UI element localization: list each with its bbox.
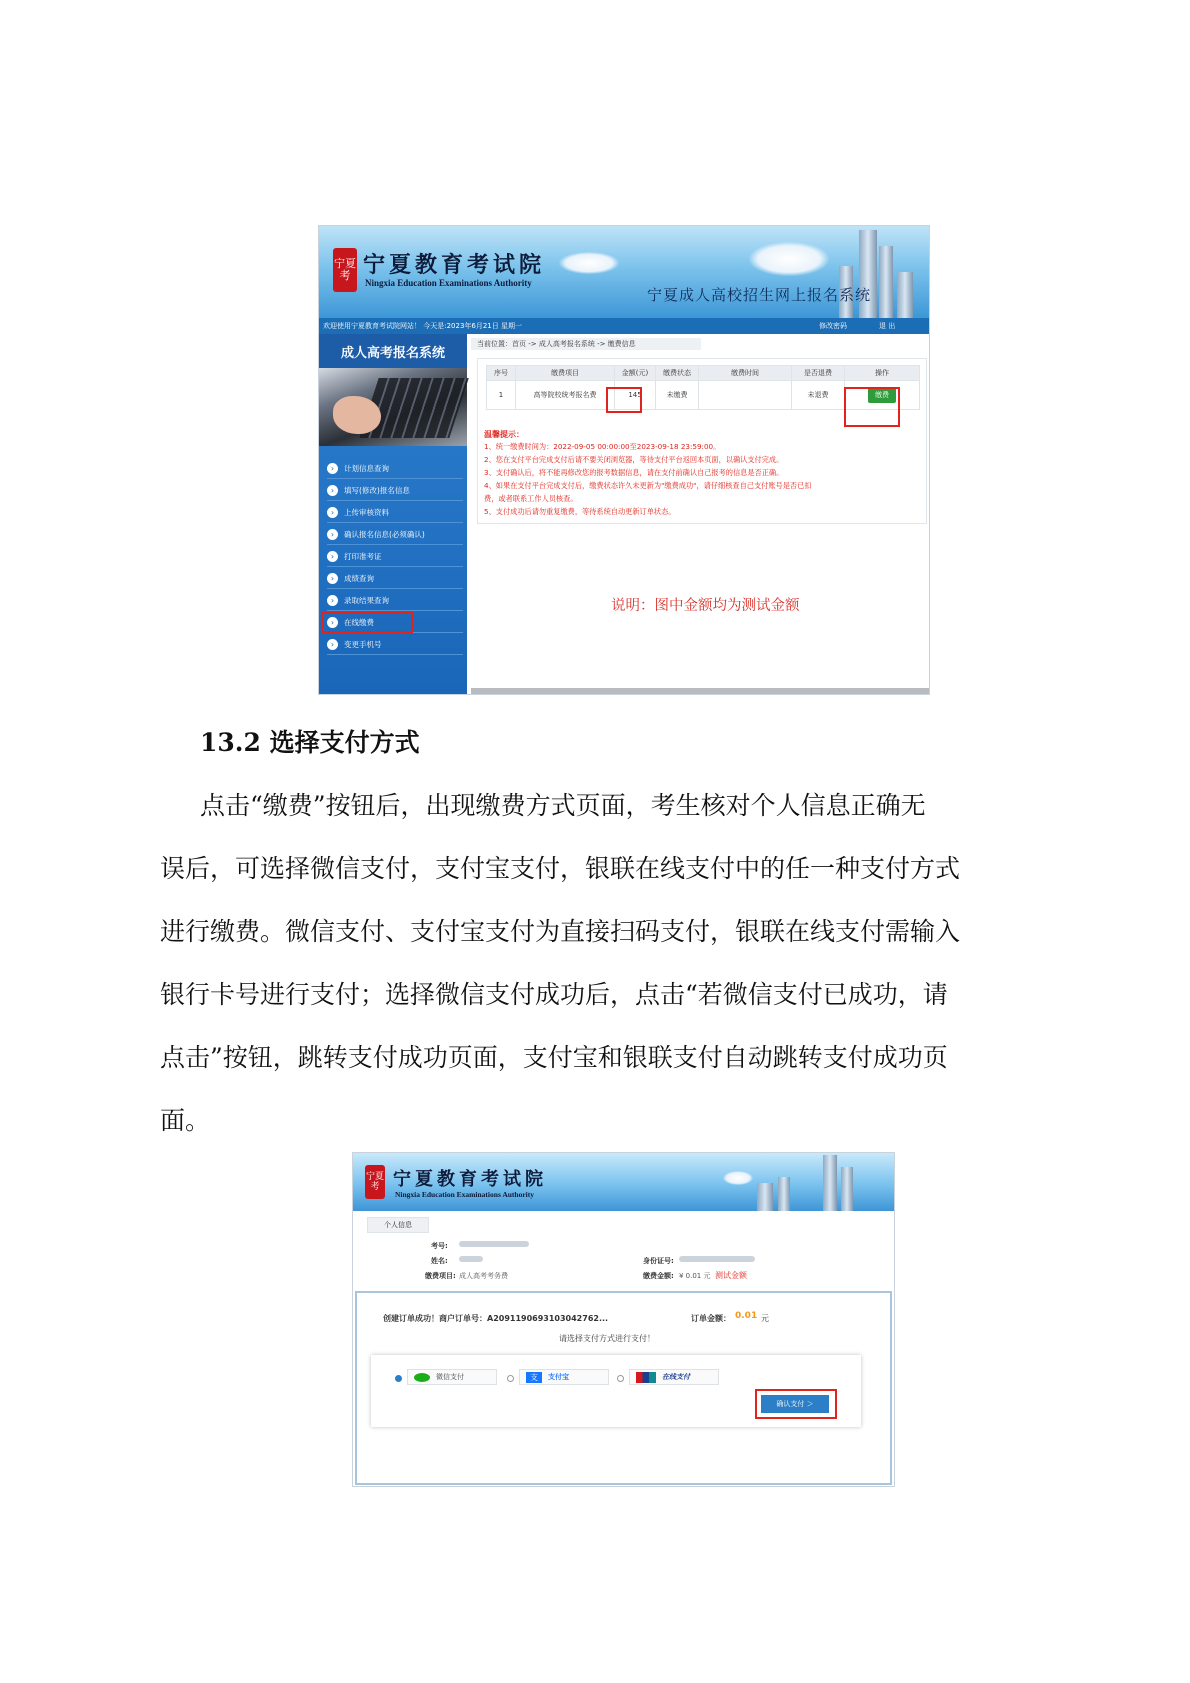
building-icon: [897, 272, 913, 318]
wechat-pay-icon: [414, 1373, 430, 1382]
paragraph-line: 面。: [160, 1106, 211, 1135]
col-time: 缴费时间: [699, 366, 792, 381]
tab-personal-info[interactable]: 个人信息: [367, 1217, 429, 1233]
cell-status: 未缴费: [656, 381, 699, 410]
arrow-right-icon: ›: [327, 529, 338, 540]
sidebar-title: 成人高考报名系统: [319, 334, 467, 368]
sidebar-item-scores[interactable]: › 成绩查询: [327, 568, 463, 589]
redacted-value: [459, 1256, 483, 1262]
building-icon: [841, 1167, 853, 1211]
paragraph-line: 点击”按钮，跳转支付成功页面，支付宝和银联支付自动跳转支付成功页: [160, 1043, 948, 1072]
cell-time: [699, 381, 792, 410]
dove-icon: [749, 242, 829, 276]
name-label: 姓名:: [431, 1257, 448, 1265]
arrow-right-icon: ›: [327, 617, 338, 628]
order-amount-unit: 元: [761, 1314, 769, 1323]
redacted-value: [459, 1241, 529, 1247]
col-action: 操作: [845, 366, 920, 381]
tip-line: 1、统一缴费时间为：2022-09-05 00:00:00至2023-09-18 23:59:00。: [484, 442, 721, 451]
order-created-text: 创建订单成功！商户订单号：A2091190693103042762...: [383, 1314, 609, 1323]
sidebar-item-upload[interactable]: › 上传审核资料: [327, 502, 463, 523]
paragraph-line: 点击“缴费”按钮后，出现缴费方式页面，考生核对个人信息正确无: [200, 791, 926, 820]
cell-index: 1: [487, 381, 516, 410]
status-bar: [319, 318, 930, 334]
payment-option-alipay[interactable]: 支 支付宝: [519, 1369, 609, 1385]
test-amount-label: 测试金额: [715, 1271, 747, 1280]
highlight-box: [606, 387, 642, 413]
highlight-box: [755, 1389, 837, 1419]
logo-title: 宁夏教育考试院: [363, 252, 546, 278]
choose-method-prompt: 请选择支付方式进行支付！: [559, 1334, 655, 1343]
sidebar-item-plan-query[interactable]: › 计划信息查询: [327, 458, 463, 479]
fee-item-value: 成人高考考务费: [459, 1272, 508, 1280]
logo-title: 宁夏教育考试院: [393, 1169, 547, 1190]
tips-title: 温馨提示：: [484, 430, 524, 439]
arrow-right-icon: ›: [327, 639, 338, 650]
site-header: [353, 1153, 895, 1211]
arrow-right-icon: ›: [327, 573, 338, 584]
radio-unionpay[interactable]: [617, 1375, 624, 1382]
sidebar-item-print-ticket[interactable]: › 打印准考证: [327, 546, 463, 567]
paragraph-line: 银行卡号进行支付；选择微信支付成功后，点击“若微信支付已成功，请: [160, 980, 948, 1009]
cell-item: 高等院校统考报名费: [516, 381, 615, 410]
building-icon: [778, 1177, 790, 1211]
footer-bar: [471, 688, 930, 695]
arrow-right-icon: ›: [327, 551, 338, 562]
registration-system-screenshot: [318, 225, 930, 695]
fee-item-label: 缴费项目:: [425, 1272, 456, 1280]
sidebar-item-admission[interactable]: › 录取结果查询: [327, 590, 463, 611]
order-panel: [355, 1291, 892, 1485]
paragraph-line: 误后，可选择微信支付，支付宝支付，银联在线支付中的任一种支付方式: [160, 854, 961, 883]
logo-subtitle: Ningxia Education Examinations Authority: [365, 278, 532, 288]
arrow-right-icon: ›: [327, 463, 338, 474]
building-icon: [823, 1155, 837, 1211]
sidebar: [319, 334, 467, 695]
building-icon: [757, 1183, 773, 1211]
site-header: [319, 226, 930, 318]
order-amount-label: 订单金额：: [691, 1314, 731, 1323]
redacted-value: [679, 1256, 755, 1262]
id-label: 身份证号:: [643, 1257, 674, 1265]
unionpay-icon: [636, 1372, 656, 1383]
section-heading: 13.2 选择支付方式: [200, 728, 420, 757]
breadcrumb: 当前位置：首页 -> 成人高考报名系统 -> 缴费信息: [471, 338, 701, 350]
col-refund: 是否退费: [792, 366, 845, 381]
payment-methods: [371, 1355, 861, 1427]
sidebar-item-confirm[interactable]: › 确认报名信息(必须确认): [327, 524, 463, 545]
tip-line: 4、如果在支付平台完成支付后，缴费状态许久未更新为"缴费成功"，请仔细核查自己支付账号是否已扣: [484, 481, 812, 490]
sidebar-item-change-phone[interactable]: › 变更手机号: [327, 634, 463, 655]
col-amount: 金额(元): [615, 366, 656, 381]
tip-line: 3、支付确认后，将不能再修改您的报考数据信息，请在支付前确认自己报考的信息是否正确。: [484, 468, 784, 477]
logout-link[interactable]: 退 出: [879, 322, 896, 330]
arrow-right-icon: ›: [327, 485, 338, 496]
dove-icon: [559, 252, 619, 274]
sidebar-item-online-payment[interactable]: › 在线缴费: [327, 612, 463, 633]
radio-wechat[interactable]: [395, 1375, 402, 1382]
building-icon: [879, 246, 893, 318]
confirm-pay-button[interactable]: 确认支付 ＞: [761, 1395, 829, 1413]
cell-amount: 145: [615, 381, 656, 410]
fee-amount-value: ¥ 0.01 元: [679, 1272, 711, 1280]
order-amount-value: 0.01: [735, 1311, 758, 1321]
system-title: 宁夏成人高校招生网上报名系统: [647, 286, 872, 304]
payment-option-unionpay[interactable]: 在线支付: [629, 1369, 719, 1385]
highlight-box: [844, 387, 900, 427]
fee-panel: [477, 358, 927, 524]
cell-refund: 未退费: [792, 381, 845, 410]
radio-alipay[interactable]: [507, 1375, 514, 1382]
arrow-right-icon: ›: [327, 507, 338, 518]
dove-icon: [723, 1171, 753, 1185]
change-password-link[interactable]: 修改密码: [819, 322, 847, 330]
pay-button[interactable]: 缴费: [868, 387, 896, 403]
logo-seal: 宁夏考: [333, 248, 357, 292]
fee-amount-label: 缴费金额:: [643, 1272, 674, 1280]
col-item: 缴费项目: [516, 366, 615, 381]
tip-line: 2、您在支付平台完成支付后请不要关闭浏览器，等待支付平台返回本页面，以确认支付完成。: [484, 455, 784, 464]
payment-page-screenshot: [352, 1152, 895, 1487]
col-status: 缴费状态: [656, 366, 699, 381]
exam-no-label: 考号:: [431, 1242, 448, 1250]
test-amount-note: 说明：图中金额均为测试金额: [611, 598, 800, 614]
arrow-right-icon: ›: [327, 595, 338, 606]
col-index: 序号: [487, 366, 516, 381]
keyboard-image: [319, 368, 467, 446]
sidebar-item-fill-info[interactable]: › 填写(修改)报名信息: [327, 480, 463, 501]
welcome-text: 欢迎使用宁夏教育考试院网站！ 今天是:2023年6月21日 星期一: [323, 322, 522, 330]
paragraph-line: 进行缴费。微信支付、支付宝支付为直接扫码支付，银联在线支付需输入: [160, 917, 961, 946]
payment-option-wechat[interactable]: 微信支付: [407, 1369, 497, 1385]
tip-line: 费，或者联系工作人员核查。: [484, 494, 578, 503]
alipay-icon: 支: [526, 1372, 542, 1383]
logo-subtitle: Ningxia Education Examinations Authority: [395, 1190, 534, 1199]
logo-seal: 宁夏考: [365, 1165, 385, 1199]
highlight-box: [321, 612, 413, 633]
tip-line: 5、支付成功后请勿重复缴费，等待系统自动更新订单状态。: [484, 507, 676, 516]
